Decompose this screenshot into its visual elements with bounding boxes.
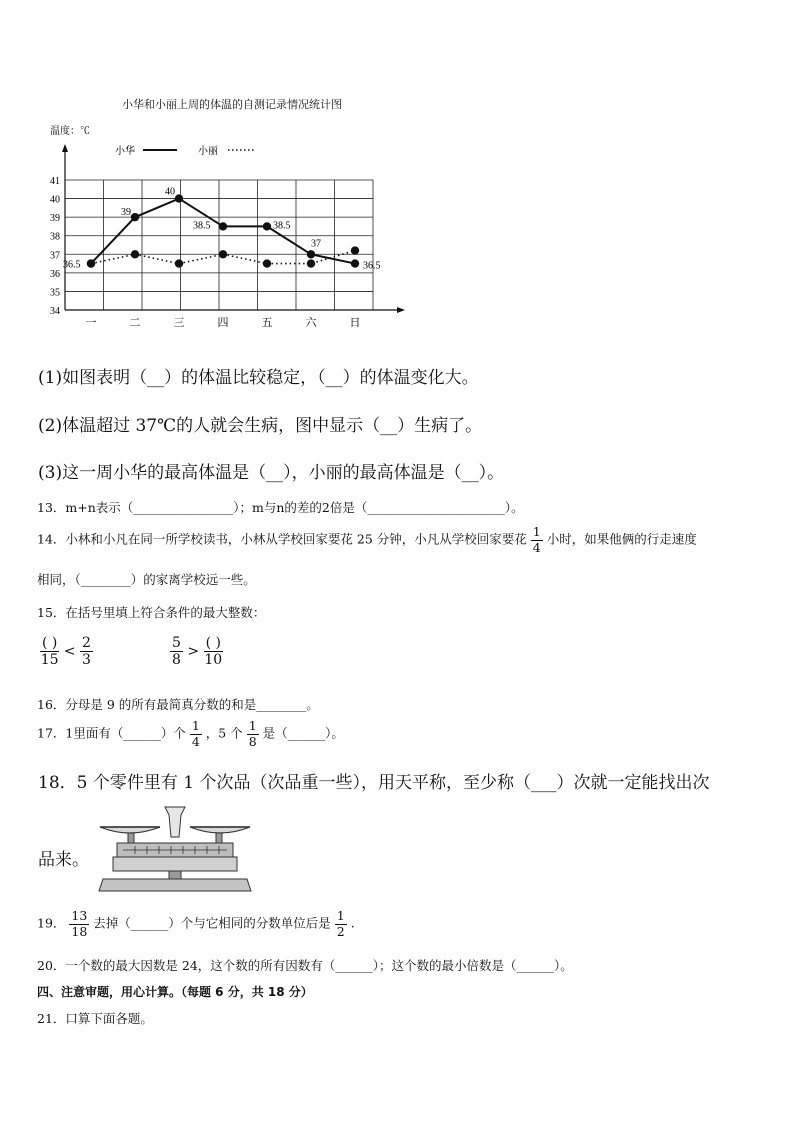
data-point — [351, 259, 359, 267]
fraction-blank-over-10: $\frac{( )}{10}$ — [204, 635, 223, 668]
legend-label-xiaohua: 小华 — [115, 146, 135, 157]
data-label: 36.5 — [63, 259, 81, 271]
x-tick-label: 一 — [85, 317, 97, 329]
question-2: (2)体温超过 37℃的人就会生病，图中显示（__）生病了。 — [38, 416, 483, 436]
data-label: 37 — [311, 238, 321, 250]
data-label: 39 — [121, 207, 131, 219]
question-15-inequality-2: $\frac{5}{8}$ > $\frac{( )}{10}$ — [172, 635, 223, 668]
y-tick-label: 34 — [50, 306, 60, 317]
y-tick-label: 39 — [50, 213, 60, 225]
x-tick-label: 日 — [349, 317, 361, 329]
fraction-one-eighth: $\frac{1}{8}$ — [248, 718, 257, 749]
chart-title: 小华和小丽上周的体温的自测记录情况统计图 — [122, 98, 342, 111]
balance-scale-image — [95, 805, 255, 895]
fraction-one-half: $\frac{1}{2}$ — [336, 908, 345, 939]
x-axis-arrow — [397, 307, 405, 313]
data-point — [219, 222, 227, 230]
y-tick-label: 38 — [50, 231, 60, 243]
question-21: 21．口算下面各题。 — [37, 1011, 153, 1026]
x-tick-label: 四 — [217, 317, 229, 329]
fraction-one-quarter: $\frac{1}{4}$ — [532, 524, 541, 555]
data-point — [219, 250, 227, 258]
data-point — [263, 259, 271, 267]
data-point — [263, 222, 271, 230]
question-15: 15．在括号里填上符合条件的最大整数： — [37, 605, 266, 620]
question-14-line2: 相同，（________）的家离学校远一些。 — [37, 572, 256, 587]
question-1: (1)如图表明（__）的体温比较稳定，（__）的体温变化大。 — [38, 368, 479, 388]
question-19: 19． $\frac{13}{18}$ 去掉（______）个与它相同的分数单位后是 $\frac{1}{2}$ . — [37, 908, 355, 939]
fraction-thirteen-eighteenths: $\frac{13}{18}$ — [71, 908, 88, 939]
data-point — [131, 250, 139, 258]
data-point — [351, 246, 359, 254]
y-tick-label: 40 — [50, 194, 60, 206]
question-13: 13．m+n表示（________________）；m与n的差的2倍是（______________________）。 — [37, 500, 524, 515]
legend-label-xiaoli: 小丽 — [198, 146, 218, 157]
data-point — [131, 213, 139, 221]
y-tick-label: 41 — [50, 176, 60, 187]
data-point — [175, 259, 183, 267]
question-18-line2: 品来。 — [38, 850, 89, 870]
data-label: 40 — [165, 186, 175, 198]
question-15-inequality-1: $\frac{( )}{15}$ < $\frac{2}{3}$ — [40, 635, 91, 668]
data-point — [307, 250, 315, 258]
x-tick-label: 六 — [305, 317, 317, 329]
data-label: 38.5 — [273, 220, 291, 232]
y-tick-label: 36 — [50, 268, 60, 280]
x-tick-label: 五 — [261, 317, 273, 329]
data-point — [307, 259, 315, 267]
y-axis-label: 温度：℃ — [50, 126, 90, 137]
y-axis-arrow — [62, 144, 68, 152]
x-tick-label: 二 — [129, 317, 141, 329]
data-point — [175, 194, 183, 202]
question-14 — [37, 526, 767, 554]
fraction-two-thirds: $\frac{2}{3}$ — [82, 635, 91, 668]
y-tick-label: 37 — [50, 250, 60, 262]
y-tick-label: 35 — [50, 287, 60, 299]
question-17: 17．1里面有（______）个 $\frac{1}{4}$ ，5 个 $\frac{1}{8}$ 是（______）。 — [37, 718, 344, 749]
data-label: 36.5 — [363, 260, 381, 272]
question-18: 18．5 个零件里有 1 个次品（次品重一些），用天平称，至少称（___）次就一定能找出次 — [38, 773, 710, 793]
fraction-blank-over-15: $\frac{( )}{15}$ — [40, 635, 59, 668]
data-label: 38.5 — [193, 220, 211, 232]
temperature-line-chart — [40, 118, 420, 333]
fraction-one-quarter-2: $\frac{1}{4}$ — [191, 718, 200, 749]
question-20: 20．一个数的最大因数是 24，这个数的所有因数有（______）；这个数的最小倍数是（______）。 — [37, 958, 573, 973]
question-14-text-a: 14．小林和小凡在同一所学校读书，小林从学校回家要花 25 分钟，小凡从学校回家要花 — [37, 531, 527, 547]
question-16: 16．分母是 9 的所有最简真分数的和是________。 — [37, 697, 319, 712]
x-tick-label: 三 — [173, 317, 185, 329]
section-4-heading: 四、注意审题，用心计算。（每题 6 分，共 18 分） — [37, 985, 313, 999]
question-14-text-b: 小时，如果他俩的行走速度 — [546, 531, 697, 547]
question-3: (3)这一周小华的最高体温是（__），小丽的最高体温是（__）。 — [38, 463, 505, 483]
fraction-five-eighths: $\frac{5}{8}$ — [172, 635, 181, 668]
data-point — [87, 259, 95, 267]
